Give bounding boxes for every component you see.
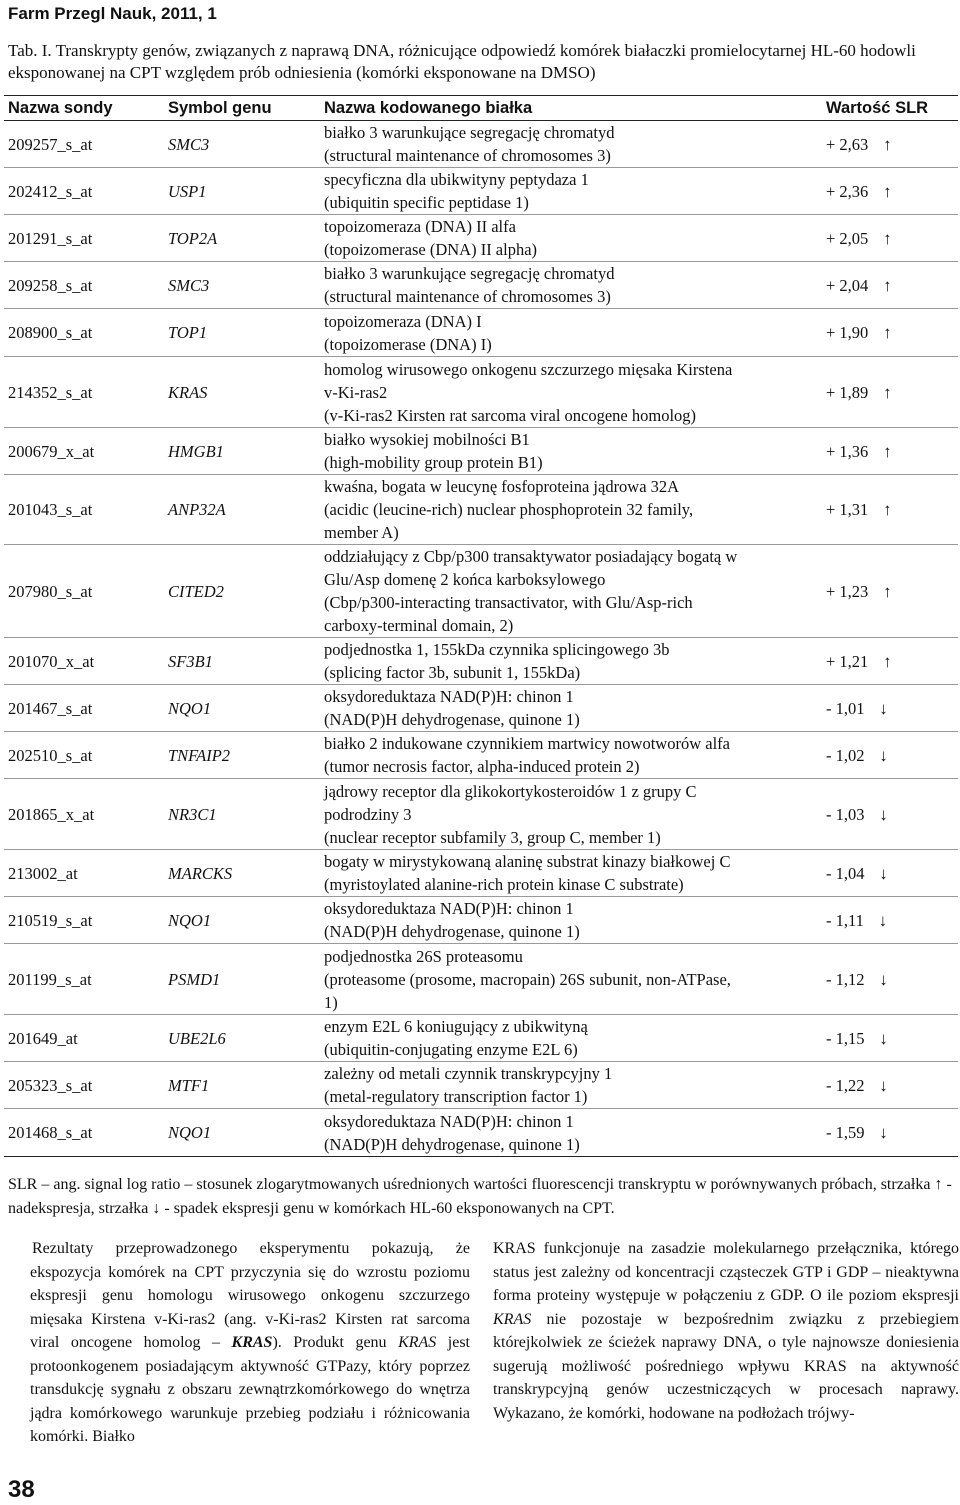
protein-name — [320, 685, 822, 732]
protein-name-line: podjednostka 1, 155kDa czynnika splicingowego 3b — [324, 640, 670, 659]
protein-name — [320, 638, 822, 685]
table-row — [4, 850, 958, 897]
table-row — [4, 732, 958, 779]
slr-value-cell — [822, 121, 958, 168]
gene-symbol: USP1 — [168, 181, 207, 201]
arrow-up-icon: ↑ — [883, 441, 892, 461]
emphasis: KRAS — [398, 1334, 437, 1351]
body-column-left — [30, 1237, 470, 1449]
protein-name-line: (NAD(P)H dehydrogenase, quinone 1) — [324, 922, 580, 941]
protein-name-line: carboxy-terminal domain, 2) — [324, 616, 514, 635]
gene-symbol: TOP2A — [168, 228, 218, 248]
slr-value-cell — [822, 897, 958, 944]
gene-symbol: HMGB1 — [168, 441, 224, 461]
protein-name-line: (Cbp/p300-interacting transactivator, with Glu/Asp-rich — [324, 593, 693, 612]
protein-name — [320, 944, 822, 1015]
slr-value-cell — [822, 685, 958, 732]
protein-name-line: (v-Ki-ras2 Kirsten rat sarcoma viral oncogene homolog) — [324, 405, 697, 425]
protein-name-line: jądrowy receptor dla glikokortykosteroidów 1 z grupy C — [324, 781, 697, 801]
protein-name-line: oksydoreduktaza NAD(P)H: chinon 1 — [324, 899, 574, 918]
protein-name — [320, 897, 822, 944]
protein-name-line: (nuclear receptor subfamily 3, group C, member 1) — [324, 827, 661, 847]
slr-value: + 1,89 — [826, 382, 869, 402]
protein-name-line: oksydoreduktaza NAD(P)H: chinon 1 — [324, 1111, 574, 1131]
slr-value: - 1,15 — [826, 1028, 865, 1048]
arrow-down-icon: ↓ — [879, 698, 888, 718]
table-row — [4, 638, 958, 685]
protein-name-line: (topoizomerase (DNA) I) — [324, 334, 492, 354]
slr-value-cell — [822, 1015, 958, 1062]
gene-symbol: CITED2 — [168, 581, 224, 601]
body-column-right — [493, 1237, 959, 1425]
slr-value-cell — [822, 944, 958, 1015]
slr-value: + 1,23 — [826, 581, 869, 601]
table-row — [4, 1109, 958, 1157]
probe-name: 209258_s_at — [8, 275, 93, 295]
arrow-down-icon: ↓ — [879, 1028, 888, 1048]
protein-name-line: (NAD(P)H dehydrogenase, quinone 1) — [324, 1134, 580, 1154]
table-row — [4, 121, 958, 168]
protein-name-line: oksydoreduktaza NAD(P)H: chinon 1 — [324, 687, 574, 706]
protein-name-line: (proteasome (prosome, macropain) 26S subunit, non-ATPase, — [324, 969, 731, 989]
arrow-down-icon: ↓ — [879, 863, 888, 883]
protein-name — [320, 121, 822, 168]
gene-symbol: NR3C1 — [168, 804, 217, 824]
protein-name-line: zależny od metali czynnik transkrypcyjny 1 — [324, 1064, 613, 1083]
probe-name: 205323_s_at — [8, 1075, 93, 1095]
protein-name-line: (metal-regulatory transcription factor 1) — [324, 1087, 588, 1106]
gene-table — [4, 95, 958, 1157]
slr-value: + 2,36 — [826, 181, 869, 201]
probe-name: 209257_s_at — [8, 134, 93, 154]
probe-name: 210519_s_at — [8, 910, 93, 930]
slr-value-cell — [822, 1062, 958, 1109]
emphasis — [232, 1334, 273, 1351]
gene-symbol: NQO1 — [168, 910, 212, 930]
slr-value: - 1,11 — [826, 910, 864, 930]
gene-symbol: TNFAIP2 — [168, 745, 231, 765]
header-protein: Nazwa kodowanego białka — [320, 96, 822, 121]
slr-value-cell — [822, 428, 958, 475]
arrow-up-icon: ↑ — [883, 228, 892, 248]
probe-name: 201291_s_at — [8, 228, 93, 248]
slr-value: + 1,21 — [826, 651, 869, 671]
table-row — [4, 779, 958, 850]
protein-name — [320, 545, 822, 638]
table-footnote: SLR – ang. signal log ratio – stosunek zlogarytmowanych uśrednionych wartości fluorescencji transkryptu w porównywanych próbach, strzałka ↑ - nadekspresja, strzałka ↓ - spadek ekspresji genu w komórkach HL-60 eksponowanych na CPT. — [8, 1176, 952, 1217]
arrow-down-icon: ↓ — [878, 910, 888, 930]
slr-value-cell — [822, 1109, 958, 1157]
arrow-up-icon: ↑ — [883, 382, 892, 402]
slr-value: - 1,22 — [826, 1075, 865, 1095]
slr-value-cell — [822, 357, 958, 428]
protein-name-line: 1) — [324, 992, 338, 1012]
table-row — [4, 897, 958, 944]
probe-name: 201070_x_at — [8, 651, 95, 671]
protein-name-line: (topoizomerase (DNA) II alpha) — [324, 240, 538, 259]
protein-name — [320, 215, 822, 262]
protein-name-line: kwaśna, bogata w leucynę fosfoproteina jądrowa 32A — [324, 477, 680, 496]
protein-name — [320, 850, 822, 897]
protein-name-line: (acidic (leucine-rich) nuclear phosphoprotein 32 family, — [324, 500, 694, 519]
slr-value: + 2,05 — [826, 228, 869, 248]
slr-value: - 1,04 — [826, 863, 865, 883]
probe-name: 202510_s_at — [8, 745, 93, 765]
emphasis: KRAS — [231, 1334, 273, 1351]
table-row — [4, 215, 958, 262]
table-row — [4, 944, 958, 1015]
arrow-up-icon: ↑ — [883, 323, 892, 342]
protein-name-line: member A) — [324, 523, 399, 542]
arrow-down-icon: ↓ — [879, 969, 888, 989]
gene-symbol: SF3B1 — [168, 651, 213, 671]
gene-symbol: NQO1 — [168, 698, 212, 718]
body-text: jest protoonkogenem posiadającym aktywność GTPazy, który poprzez transdukcję sygnału z obszaru zewnątrzkomórkowego do wnętrza jądra komórkowego warunkuje przebieg podziału i różnicowania komórki. Białko — [30, 1334, 471, 1445]
slr-value-cell — [822, 732, 958, 779]
gene-symbol: SMC3 — [168, 275, 210, 295]
header-symbol: Symbol genu — [164, 96, 320, 121]
gene-symbol: MTF1 — [168, 1075, 210, 1095]
probe-name: 201649_at — [8, 1028, 78, 1048]
protein-name — [320, 168, 822, 215]
arrow-up-icon: ↑ — [883, 651, 892, 671]
gene-symbol: NQO1 — [168, 1123, 212, 1142]
arrow-down-icon: ↓ — [879, 1075, 888, 1095]
protein-name-line: Glu/Asp domenę 2 końca karboksylowego — [324, 570, 606, 589]
probe-name: 213002_at — [8, 863, 78, 883]
protein-name — [320, 428, 822, 475]
protein-name — [320, 475, 822, 545]
table-row — [4, 428, 958, 475]
protein-name-line: (NAD(P)H dehydrogenase, quinone 1) — [324, 710, 580, 729]
protein-name-line: białko 3 warunkujące segregację chromatyd — [324, 264, 615, 283]
slr-value: + 2,04 — [826, 275, 869, 295]
table-row — [4, 475, 958, 545]
arrow-down-icon: ↓ — [879, 804, 888, 824]
probe-name: 207980_s_at — [8, 581, 93, 601]
gene-symbol: KRAS — [168, 382, 208, 402]
protein-name-line: (myristoylated alanine-rich protein kinase C substrate) — [324, 875, 684, 894]
protein-name — [320, 309, 822, 357]
slr-value-cell — [822, 638, 958, 685]
protein-name-line: (structural maintenance of chromosomes 3) — [324, 287, 611, 306]
table-row — [4, 1062, 958, 1109]
caption-label: Tab. I. — [8, 41, 52, 60]
protein-name-line: (structural maintenance of chromosomes 3) — [324, 146, 611, 165]
journal-header: Farm Przegl Nauk, 2011, 1 — [8, 4, 217, 23]
arrow-up-icon: ↑ — [883, 275, 892, 295]
body-text: Rezultaty przeprowadzonego eksperymentu pokazują, że ekspozycja komórek na CPT przyczynia się do wzrostu poziomu ekspresji genu homologu wirusowego onkogenu szczurzego mięsaka Kirstena v-Ki-ras2 (ang. v-Ki-ras2 Kirsten rat sarcoma viral oncogene homolog – — [30, 1240, 470, 1351]
protein-name — [320, 262, 822, 309]
protein-name — [320, 732, 822, 779]
probe-name: 201467_s_at — [8, 698, 93, 718]
gene-symbol: UBE2L6 — [168, 1028, 226, 1048]
probe-name: 201468_s_at — [8, 1123, 93, 1142]
slr-value-cell — [822, 309, 958, 357]
gene-symbol: SMC3 — [168, 134, 210, 154]
arrow-up-icon: ↑ — [883, 134, 892, 154]
protein-name — [320, 357, 822, 428]
protein-name-line: bogaty w mirystykowaną alaninę substrat kinazy białkowej C — [324, 852, 731, 871]
table-row — [4, 1015, 958, 1062]
protein-name-line: podjednostka 26S proteasomu — [324, 946, 523, 966]
arrow-down-icon: ↓ — [879, 745, 888, 765]
arrow-up-icon: ↑ — [883, 581, 892, 601]
header-slr: Wartość SLR — [822, 96, 958, 121]
table-row — [4, 685, 958, 732]
table-row — [4, 168, 958, 215]
gene-symbol: MARCKS — [168, 863, 233, 883]
page-number: 38 — [8, 1476, 35, 1503]
slr-value-cell — [822, 215, 958, 262]
slr-value: + 1,36 — [826, 441, 869, 461]
gene-symbol: PSMD1 — [168, 969, 221, 989]
slr-value: - 1,01 — [826, 698, 865, 718]
table-row — [4, 545, 958, 638]
arrow-down-icon: ↓ — [879, 1123, 888, 1142]
protein-name-line: oddziałujący z Cbp/p300 transaktywator posiadający bogatą w — [324, 547, 738, 566]
slr-value-cell — [822, 850, 958, 897]
protein-name-line: (splicing factor 3b, subunit 1, 155kDa) — [324, 663, 581, 682]
slr-value-cell — [822, 779, 958, 850]
slr-value: + 2,63 — [826, 134, 869, 154]
table-body — [4, 121, 958, 1157]
table-row — [4, 309, 958, 357]
table-row — [4, 357, 958, 428]
slr-value: - 1,03 — [826, 804, 865, 824]
slr-value: - 1,02 — [826, 745, 865, 765]
slr-value-cell — [822, 262, 958, 309]
protein-name — [320, 1015, 822, 1062]
protein-name-line: enzym E2L 6 koniugujący z ubikwityną — [324, 1017, 588, 1036]
gene-symbol: ANP32A — [168, 500, 226, 519]
protein-name-line: specyficzna dla ubikwityny peptydaza 1 — [324, 170, 589, 189]
protein-name-line: homolog wirusowego onkogenu szczurzego mięsaka Kirstena — [324, 359, 733, 379]
protein-name-line: podrodziny 3 — [324, 804, 412, 824]
gene-symbol: TOP1 — [168, 323, 208, 342]
probe-name: 200679_x_at — [8, 441, 95, 461]
slr-value: + 1,31 — [826, 500, 869, 519]
protein-name-line: (high-mobility group protein B1) — [324, 453, 543, 472]
table-row — [4, 262, 958, 309]
probe-name: 201865_x_at — [8, 804, 95, 824]
protein-name-line: topoizomeraza (DNA) II alfa — [324, 217, 516, 236]
probe-name: 202412_s_at — [8, 181, 93, 201]
table-header-row — [4, 96, 958, 121]
header-probe: Nazwa sondy — [4, 96, 164, 121]
probe-name: 201199_s_at — [8, 969, 92, 989]
slr-value: + 1,90 — [826, 323, 869, 342]
slr-value-cell — [822, 475, 958, 545]
probe-name: 214352_s_at — [8, 382, 93, 402]
caption-text: Transkrypty genów, związanych z naprawą DNA, różnicujące odpowiedź komórek białaczki promielocytarnej HL-60 hodowli eksponowanej na CPT względem prób odniesienia (komórki eksponowane na DMSO) — [8, 41, 916, 82]
emphasis: KRAS — [493, 1310, 532, 1328]
protein-name-line: (tumor necrosis factor, alpha-induced protein 2) — [324, 757, 640, 776]
protein-name-line: v-Ki-ras2 — [324, 382, 388, 402]
protein-name-line: topoizomeraza (DNA) I — [324, 311, 482, 331]
protein-name-line: białko 2 indukowane czynnikiem martwicy nowotworów alfa — [324, 734, 730, 753]
protein-name-line: (ubiquitin-conjugating enzyme E2L 6) — [324, 1040, 578, 1059]
body-text: ). Produkt genu — [272, 1334, 399, 1351]
table-caption — [8, 40, 953, 84]
protein-name — [320, 779, 822, 850]
slr-value: - 1,12 — [826, 969, 865, 989]
arrow-up-icon: ↑ — [883, 500, 892, 519]
slr-value: - 1,59 — [826, 1123, 865, 1142]
body-text: KRAS funkcjonuje na zasadzie molekularnego przełącznika, którego status jest zależny od koncentracji cząsteczek GTP i GDP – nieaktywna forma proteiny występuje w połączeniu z GDP. O ile poziom ekspresji — [493, 1240, 959, 1304]
protein-name-line: białko 3 warunkujące segregację chromatyd — [324, 123, 615, 142]
slr-value-cell — [822, 168, 958, 215]
probe-name: 201043_s_at — [8, 500, 93, 519]
arrow-up-icon: ↑ — [883, 181, 892, 201]
protein-name-line: białko wysokiej mobilności B1 — [324, 430, 530, 449]
protein-name — [320, 1109, 822, 1157]
body-text: nie pozostaje w bezpośrednim związku z przebiegiem którejkolwiek ze ścieżek naprawy DNA, o tyle najnowsze doniesienia sugerują możliwość pośredniego wpływu KRAS na aktywność transkrypcyjną genów uczestniczących w procesach naprawy. Wykazano, że komórki, hodowane na podłożach trójwy- — [493, 1310, 959, 1422]
protein-name — [320, 1062, 822, 1109]
slr-value-cell — [822, 545, 958, 638]
probe-name: 208900_s_at — [8, 323, 93, 342]
protein-name-line: (ubiquitin specific peptidase 1) — [324, 193, 529, 212]
